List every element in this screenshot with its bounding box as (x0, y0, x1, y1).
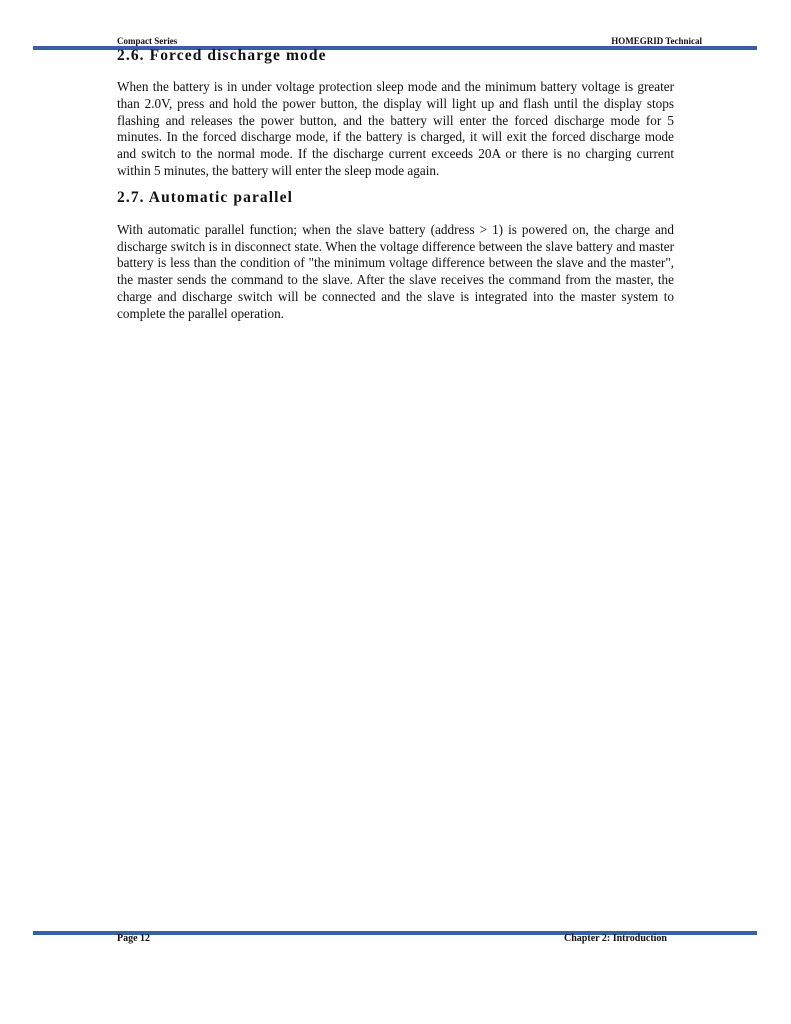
footer-chapter-label: Chapter 2: Introduction (564, 933, 667, 944)
page-header (0, 0, 791, 52)
section-heading-forced-discharge: 2.6. Forced discharge mode (117, 47, 327, 64)
section-paragraph-automatic-parallel: With automatic parallel function; when the slave battery (address > 1) is powered on, the charge and discharge switch is in disconnect state. When the voltage difference between the slave battery and master battery is less than the condition of "the minimum voltage difference between the slave and the master", the master sends the command to the slave. After the slave receives the command from the master, the charge and discharge switch will be connected and the slave is integrated into the master system to complete the parallel operation. (117, 221, 674, 321)
section-paragraph-forced-discharge: When the battery is in under voltage protection sleep mode and the minimum battery voltage is greater than 2.0V, press and hold the power button, the display will light up and flash until the display stops flashing and releases the power button, and the battery will enter the forced discharge mode for 5 minutes. In the forced discharge mode, if the battery is charged, it will exit the forced discharge mode and switch to the normal mode. If the discharge current exceeds 20A or there is no charging current within 5 minutes, the battery will enter the sleep mode again. (117, 79, 674, 178)
header-series-label: Compact Series (117, 36, 178, 46)
header-company-label: HOMEGRID Technical (611, 36, 702, 46)
footer-page-number: Page 12 (117, 933, 151, 944)
page-footer (0, 925, 791, 955)
document-body (117, 46, 674, 323)
section-heading-automatic-parallel: 2.7. Automatic parallel (117, 188, 293, 206)
